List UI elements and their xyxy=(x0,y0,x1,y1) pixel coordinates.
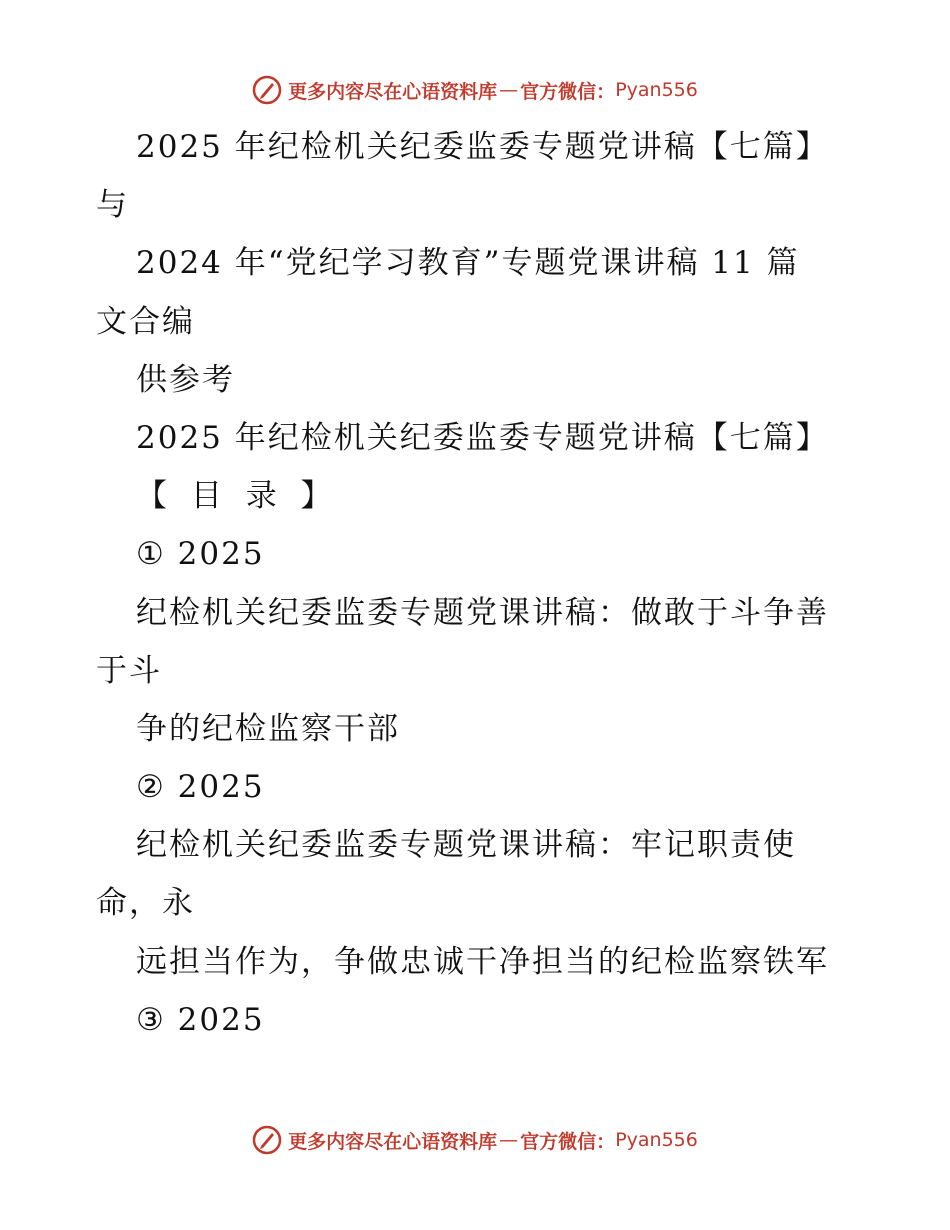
banner-site-text: 更多内容尽在心语资料库 xyxy=(288,80,498,103)
banner-wechat-id: Pyan556 xyxy=(615,1129,698,1151)
toc-heading: 【 目 录 】 xyxy=(136,478,339,515)
toc-item-2-title: 纪检机关纪委监委专题党课讲稿：牢记职责使 xyxy=(136,827,796,864)
toc-item-1-title-cont2: 争的纪检监察干部 xyxy=(136,710,400,747)
toc-item-1-number: ① 2025 xyxy=(136,536,265,573)
banner-wechat-label: 官方微信： xyxy=(520,80,616,103)
toc-item-1-title: 纪检机关纪委监委专题党课讲稿：做敢于斗争善 xyxy=(136,594,829,631)
title-line-4: 文合编 xyxy=(96,303,195,340)
toc-item-2-number: ② 2025 xyxy=(136,769,265,806)
banner-wechat-id: Pyan556 xyxy=(615,79,698,101)
banner-site-text: 更多内容尽在心语资料库 xyxy=(288,1130,498,1153)
banner-wechat-label: 官方微信： xyxy=(520,1130,616,1153)
reference-note: 供参考 xyxy=(136,361,235,398)
title-line-2: 与 xyxy=(96,187,129,224)
document-body xyxy=(96,118,856,1049)
banner-separator: — xyxy=(499,1129,519,1151)
banner-separator: — xyxy=(499,79,519,101)
toc-item-1-title-cont: 于斗 xyxy=(96,652,162,689)
section-title: 2025 年纪检机关纪委监委专题党讲稿【七篇】 xyxy=(136,419,829,456)
title-line-1: 2025 年纪检机关纪委监委专题党讲稿【七篇】 xyxy=(136,129,829,165)
quill-logo-icon xyxy=(252,1125,282,1155)
toc-item-3-number: ③ 2025 xyxy=(136,1001,265,1038)
toc-item-2-title-cont2: 远担当作为，争做忠诚干净担当的纪检监察铁军 xyxy=(136,943,829,980)
toc-item-2-title-cont: 命，永 xyxy=(96,885,195,922)
footer-banner xyxy=(0,1120,950,1160)
header-banner xyxy=(0,70,950,110)
title-line-3: 2024 年“党纪学习教育”专题党课讲稿 11 篇 xyxy=(136,245,800,282)
quill-logo-icon xyxy=(252,75,282,105)
